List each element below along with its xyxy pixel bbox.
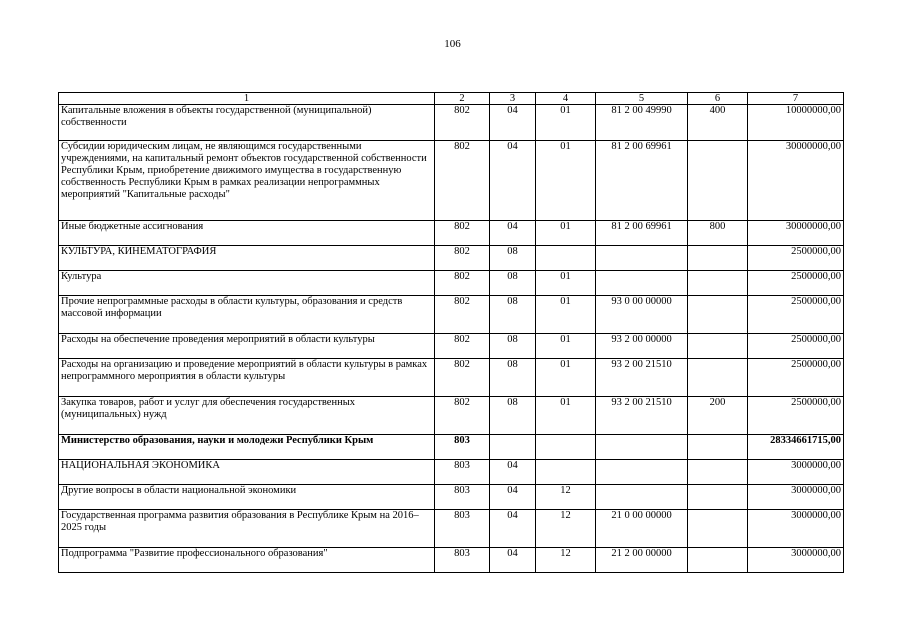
expense-type-cell: 200 [688,397,748,435]
row-name-cell: КУЛЬТУРА, КИНЕМАТОГРАФИЯ [59,246,435,271]
row-name-cell: НАЦИОНАЛЬНАЯ ЭКОНОМИКА [59,460,435,485]
expense-type-cell [688,510,748,548]
target-article-cell [596,460,688,485]
target-article-cell [596,271,688,296]
target-article-cell [596,435,688,460]
budget-table-body [59,105,844,573]
target-article-cell: 21 2 00 00000 [596,548,688,573]
column-header: 4 [536,93,596,105]
amount-cell: 3000000,00 [748,510,844,548]
subsection-code-cell [536,460,596,485]
row-name-cell: Государственная программа развития образования в Республике Крым на 2016–2025 годы [59,510,435,548]
section-code-cell [490,435,536,460]
table-row [59,397,844,435]
amount-cell: 3000000,00 [748,548,844,573]
section-code-cell: 08 [490,397,536,435]
expense-type-cell [688,141,748,221]
ministry-code-cell: 802 [435,397,490,435]
amount-cell: 30000000,00 [748,141,844,221]
target-article-cell: 81 2 00 69961 [596,221,688,246]
row-name-cell: Культура [59,271,435,296]
table-row [59,105,844,141]
target-article-cell: 93 0 00 00000 [596,296,688,334]
table-row [59,141,844,221]
section-code-cell: 08 [490,271,536,296]
subsection-code-cell: 01 [536,221,596,246]
expense-type-cell [688,485,748,510]
row-name-cell: Министерство образования, науки и молодежи Республики Крым [59,435,435,460]
amount-cell: 28334661715,00 [748,435,844,460]
target-article-cell [596,246,688,271]
section-code-cell: 04 [490,105,536,141]
section-code-cell: 04 [490,485,536,510]
section-code-cell: 04 [490,460,536,485]
expense-type-cell [688,359,748,397]
amount-cell: 2500000,00 [748,397,844,435]
target-article-cell [596,485,688,510]
amount-cell: 2500000,00 [748,296,844,334]
table-row [59,548,844,573]
target-article-cell: 81 2 00 49990 [596,105,688,141]
row-name-cell: Иные бюджетные ассигнования [59,221,435,246]
column-header: 1 [59,93,435,105]
expense-type-cell [688,334,748,359]
subsection-code-cell [536,435,596,460]
section-code-cell: 04 [490,141,536,221]
table-row [59,271,844,296]
ministry-code-cell: 803 [435,435,490,460]
expense-type-cell: 400 [688,105,748,141]
target-article-cell: 93 2 00 00000 [596,334,688,359]
section-code-cell: 08 [490,359,536,397]
row-name-cell: Закупка товаров, работ и услуг для обеспечения государственных (муниципальных) нужд [59,397,435,435]
section-code-cell: 04 [490,221,536,246]
target-article-cell: 81 2 00 69961 [596,141,688,221]
section-code-cell: 04 [490,510,536,548]
subsection-code-cell: 01 [536,296,596,334]
subsection-code-cell: 01 [536,397,596,435]
expense-type-cell [688,246,748,271]
column-header: 6 [688,93,748,105]
subsection-code-cell [536,246,596,271]
amount-cell: 3000000,00 [748,460,844,485]
column-header: 7 [748,93,844,105]
amount-cell: 10000000,00 [748,105,844,141]
row-name-cell: Капитальные вложения в объекты государственной (муниципальной) собственности [59,105,435,141]
column-header: 3 [490,93,536,105]
subsection-code-cell: 01 [536,271,596,296]
row-name-cell: Прочие непрограммные расходы в области культуры, образования и средств массовой информации [59,296,435,334]
budget-table [58,92,844,573]
subsection-code-cell: 12 [536,510,596,548]
row-name-cell: Субсидии юридическим лицам, не являющимся государственными учреждениями, на капитальный ремонт объектов государственной собственности Республики Крым, приобретение движимого имущества в государственную собственность Республики Крым в рамках реализации непрограммных мероприятий "Капитальные расходы" [59,141,435,221]
ministry-code-cell: 803 [435,460,490,485]
column-number-row [59,93,844,105]
section-code-cell: 08 [490,334,536,359]
ministry-code-cell: 802 [435,359,490,397]
target-article-cell: 21 0 00 00000 [596,510,688,548]
table-row [59,221,844,246]
table-row [59,246,844,271]
ministry-code-cell: 803 [435,548,490,573]
section-code-cell: 08 [490,296,536,334]
subsection-code-cell: 01 [536,105,596,141]
subsection-code-cell: 01 [536,359,596,397]
amount-cell: 2500000,00 [748,271,844,296]
expense-type-cell [688,460,748,485]
ministry-code-cell: 802 [435,221,490,246]
table-row [59,334,844,359]
expense-type-cell [688,548,748,573]
ministry-code-cell: 802 [435,105,490,141]
amount-cell: 2500000,00 [748,246,844,271]
expense-type-cell [688,296,748,334]
row-name-cell: Подпрограмма "Развитие профессионального образования" [59,548,435,573]
table-row [59,510,844,548]
subsection-code-cell: 01 [536,334,596,359]
column-header: 2 [435,93,490,105]
table-row [59,485,844,510]
ministry-code-cell: 802 [435,141,490,221]
expense-type-cell [688,435,748,460]
ministry-code-cell: 802 [435,246,490,271]
column-header: 5 [596,93,688,105]
table-row [59,296,844,334]
ministry-code-cell: 803 [435,510,490,548]
amount-cell: 2500000,00 [748,334,844,359]
amount-cell: 3000000,00 [748,485,844,510]
subsection-code-cell: 12 [536,548,596,573]
ministry-code-cell: 802 [435,271,490,296]
ministry-code-cell: 802 [435,334,490,359]
row-name-cell: Другие вопросы в области национальной экономики [59,485,435,510]
row-name-cell: Расходы на обеспечение проведения мероприятий в области культуры [59,334,435,359]
row-name-cell: Расходы на организацию и проведение мероприятий в области культуры в рамках непрограммного мероприятия в области культуры [59,359,435,397]
amount-cell: 30000000,00 [748,221,844,246]
ministry-code-cell: 802 [435,296,490,334]
section-code-cell: 08 [490,246,536,271]
table-row [59,460,844,485]
amount-cell: 2500000,00 [748,359,844,397]
expense-type-cell [688,271,748,296]
table-row [59,359,844,397]
subsection-code-cell: 12 [536,485,596,510]
target-article-cell: 93 2 00 21510 [596,397,688,435]
table-row [59,435,844,460]
subsection-code-cell: 01 [536,141,596,221]
page-number: 106 [444,38,461,50]
target-article-cell: 93 2 00 21510 [596,359,688,397]
section-code-cell: 04 [490,548,536,573]
expense-type-cell: 800 [688,221,748,246]
ministry-code-cell: 803 [435,485,490,510]
